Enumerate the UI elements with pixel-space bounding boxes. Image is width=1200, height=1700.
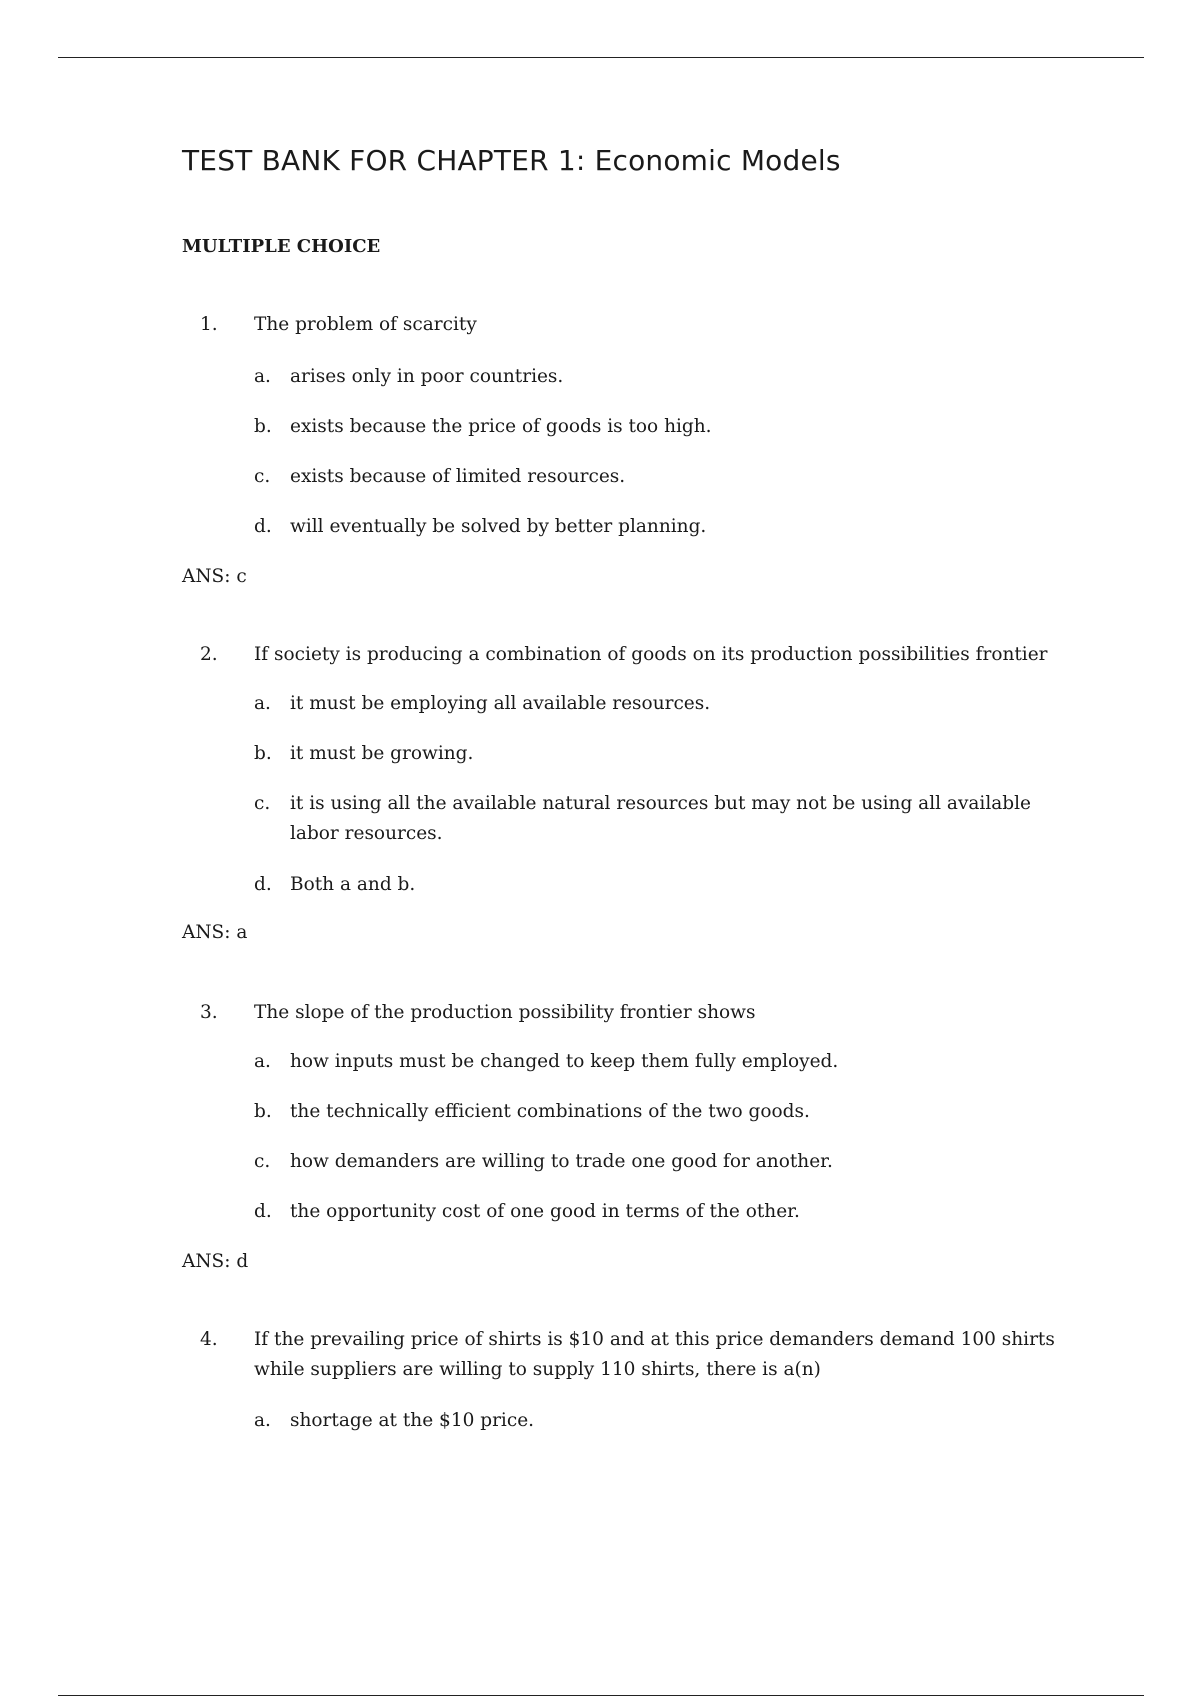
option-text: exists because the price of goods is too high. <box>290 416 712 437</box>
footer-rule <box>58 1695 1144 1696</box>
section-heading: MULTIPLE CHOICE <box>182 236 381 257</box>
answer-key: ANS: c <box>182 566 247 587</box>
option-letter: d. <box>254 874 272 895</box>
option-text: the technically efficient combinations of the two goods. <box>290 1101 810 1122</box>
option-text: the opportunity cost of one good in terms of the other. <box>290 1201 800 1222</box>
option-letter: c. <box>254 466 271 487</box>
option-text: it is using all the available natural resources but may not be using all available labor resources. <box>290 793 1032 844</box>
option-text: it must be employing all available resources. <box>290 693 711 714</box>
question-number: 3. <box>200 1002 218 1023</box>
option-letter: b. <box>254 416 272 437</box>
option-text: arises only in poor countries. <box>290 366 564 387</box>
page-title: TEST BANK FOR CHAPTER 1: Economic Models <box>182 144 841 177</box>
option-letter: a. <box>254 1051 271 1072</box>
option-text: how inputs must be changed to keep them fully employed. <box>290 1051 839 1072</box>
question-number: 1. <box>200 314 218 335</box>
option-letter: d. <box>254 516 272 537</box>
option-text: how demanders are willing to trade one good for another. <box>290 1151 833 1172</box>
option-letter: b. <box>254 743 272 764</box>
question-text: If society is producing a combination of goods on its production possibilities frontier <box>254 644 1048 665</box>
option-text: exists because of limited resources. <box>290 466 626 487</box>
option-text: Both a and b. <box>290 874 416 895</box>
answer-key: ANS: a <box>182 922 248 943</box>
option-text: will eventually be solved by better planning. <box>290 516 707 537</box>
option-letter: c. <box>254 793 271 814</box>
option-letter: a. <box>254 366 271 387</box>
option-letter: d. <box>254 1201 272 1222</box>
option-letter: a. <box>254 693 271 714</box>
question-number: 4. <box>200 1329 218 1350</box>
option-text: it must be growing. <box>290 743 474 764</box>
answer-key: ANS: d <box>182 1251 249 1272</box>
option-letter: a. <box>254 1410 271 1431</box>
header-rule <box>58 57 1144 58</box>
question-number: 2. <box>200 644 218 665</box>
option-text: shortage at the $10 price. <box>290 1410 535 1431</box>
option-letter: b. <box>254 1101 272 1122</box>
question-text: If the prevailing price of shirts is $10 and at this price demanders demand 100 shirts while suppliers are willing to supply 110 shirts, there is a(n) <box>254 1329 1055 1380</box>
question-text: The problem of scarcity <box>254 314 477 335</box>
question-text: The slope of the production possibility frontier shows <box>254 1002 756 1023</box>
option-letter: c. <box>254 1151 271 1172</box>
